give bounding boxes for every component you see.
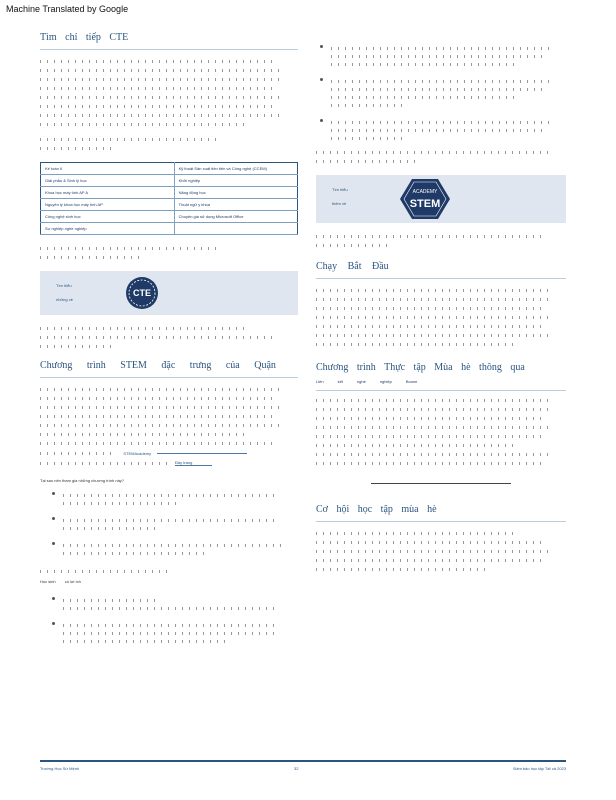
stem-banner-caption <box>316 235 566 247</box>
table-cell: Nguyên lý khoa học máy tính AP <box>41 199 175 211</box>
list-item <box>52 491 298 510</box>
cte-intro-paragraph <box>40 60 298 126</box>
list-item <box>52 541 298 560</box>
table-cell: Giải phẫu & Sinh lý học <box>41 175 175 187</box>
table-row <box>41 163 298 175</box>
stem-logo-main-text: STEM <box>409 198 441 210</box>
list-item <box>52 621 298 648</box>
table-cell: Sự nghiệp nghề nghiệp <box>41 223 175 235</box>
benefit-label: có lợi ích <box>64 579 81 584</box>
table-cell: Khoa học máy tính AP A <box>41 187 175 199</box>
stem-logo-academy-text: ACADEMY <box>412 189 438 195</box>
section4-subtitle <box>316 379 566 391</box>
cte-note-paragraph <box>40 138 298 150</box>
divider-line <box>371 483 511 484</box>
banner-text-about: những về <box>56 297 73 302</box>
footer-left: Trường Học Sứ Mệnh <box>40 766 80 771</box>
table-cell: Chuyên gia sử dụng Microsoft Office <box>174 211 297 223</box>
list-item <box>320 44 566 71</box>
list-item <box>320 118 566 145</box>
right-intro-paragraph <box>316 151 566 163</box>
table-cell <box>174 223 297 235</box>
section-title-summer-internship: Chương trình Thực tập Mùa hè thông qua <box>316 362 525 373</box>
cte-course-table <box>40 162 298 235</box>
table-cell: Kỹ thuật Sản xuất tiên tiến và Công nghệ (CCEM) <box>174 163 297 175</box>
table-cell: Năng động học <box>174 187 297 199</box>
students-note <box>40 570 298 584</box>
sub-word: kết <box>337 379 343 384</box>
page-footer <box>40 760 566 771</box>
cte-banner-caption <box>40 327 298 348</box>
banner-text-more: thêm về <box>332 201 347 206</box>
section-title-running-start: Chạy Bắt Đầu <box>316 261 566 279</box>
right-top-bullets <box>316 44 566 145</box>
stem-academy-link[interactable]: STEMAcademy <box>123 451 152 456</box>
link-underline <box>157 453 247 454</box>
running-start-paragraph <box>316 289 566 346</box>
sub-word: Liên <box>316 379 324 384</box>
right-column <box>316 38 566 583</box>
table-row <box>41 211 298 223</box>
summer-internship-paragraph <box>316 399 566 465</box>
stem-academy-logo-icon <box>398 177 452 221</box>
banner-text-learn: Tìm hiểu <box>332 187 348 192</box>
footer-right: Đảm bảo học tập Tất cả 2023 <box>513 766 566 771</box>
benefit-bullet-list <box>40 596 298 648</box>
stem-page-link[interactable]: Đây trang <box>175 460 212 466</box>
sub-word: nghề <box>356 379 366 384</box>
cte-banner[interactable] <box>40 271 298 315</box>
banner-text-learn: Tìm hiểu <box>56 283 72 288</box>
cte-after-table-paragraph <box>40 247 298 259</box>
section-title-summer-learning: Cơ hội học tập mùa hè <box>316 504 566 522</box>
why-bullet-list <box>40 491 298 560</box>
stem-paragraph <box>40 388 298 466</box>
sub-word: nghiệp <box>379 379 392 384</box>
machine-translated-label: Machine Translated by Google <box>6 4 129 14</box>
table-cell: Khởi nghiệp <box>174 175 297 187</box>
table-cell: Kế toán II <box>41 163 175 175</box>
table-cell: Công nghệ sinh học <box>41 211 175 223</box>
list-item <box>52 516 298 535</box>
summer-learning-paragraph <box>316 532 566 571</box>
page-number: 32 <box>294 766 299 771</box>
section-title-stem: Chương trình STEM đặc trưng của Quận <box>40 360 298 378</box>
left-column <box>40 32 298 654</box>
cte-logo-icon <box>124 275 160 311</box>
table-cell: Thuật ngữ y khoa <box>174 199 297 211</box>
table-row <box>41 175 298 187</box>
cte-logo-text: CTE <box>133 288 151 298</box>
table-row <box>41 223 298 235</box>
sub-word: Boone <box>405 379 418 384</box>
why-question: Tại sao nên tham gia những chương trình này? <box>40 478 125 483</box>
students-label: Học sinh <box>40 579 56 584</box>
table-row <box>41 187 298 199</box>
stem-banner[interactable] <box>316 175 566 223</box>
list-item <box>320 77 566 112</box>
table-row <box>41 199 298 211</box>
section-title-cte: Tìm chỉ tiếp CTE <box>40 32 298 50</box>
list-item <box>52 596 298 615</box>
